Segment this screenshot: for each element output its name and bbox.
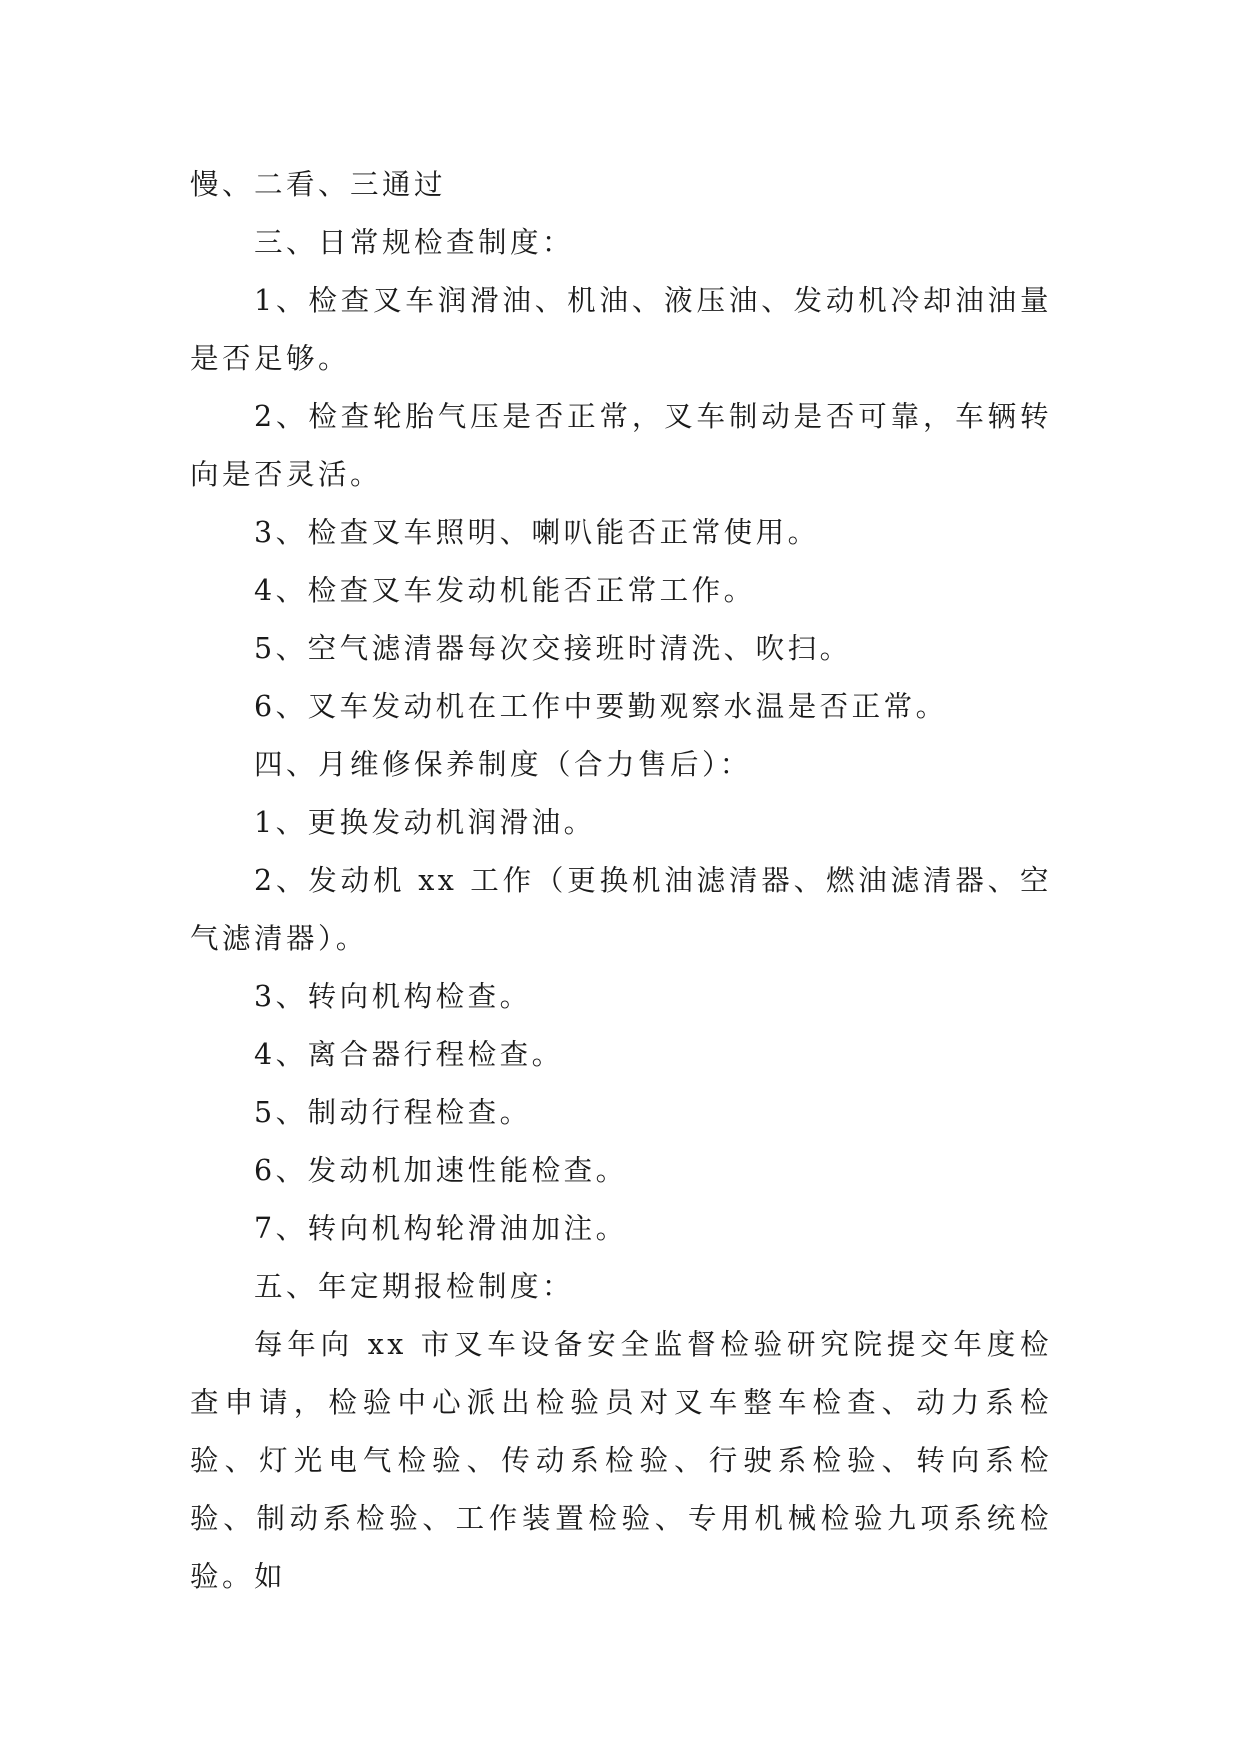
section-heading: 三、日常规检查制度： <box>254 226 575 259</box>
list-item: 5、制动行程检查。 <box>254 1096 532 1129</box>
list-item: 3、转向机构检查。 <box>254 980 532 1013</box>
document-body <box>190 156 1052 1606</box>
section-heading: 五、年定期报检制度： <box>254 1270 575 1303</box>
list-item: 1、检查叉车润滑油、机油、液压油、发动机冷却油油量是否足够。 <box>190 284 1052 375</box>
list-item: 1、更换发动机润滑油。 <box>254 806 596 839</box>
list-item: 3、检查叉车照明、喇叭能否正常使用。 <box>254 516 820 549</box>
list-item: 2、检查轮胎气压是否正常，叉车制动是否可靠，车辆转向是否灵活。 <box>190 400 1052 491</box>
section-heading: 四、月维修保养制度（合力售后）： <box>254 748 752 781</box>
list-item: 4、离合器行程检查。 <box>254 1038 564 1071</box>
list-item: 2、发动机 xx 工作（更换机油滤清器、燃油滤清器、空气滤清器）。 <box>190 864 1052 955</box>
paragraph: 慢、二看、三通过 <box>190 168 447 201</box>
list-item: 7、转向机构轮滑油加注。 <box>254 1212 628 1245</box>
list-item: 6、叉车发动机在工作中要勤观察水温是否正常。 <box>254 690 948 723</box>
list-item: 4、检查叉车发动机能否正常工作。 <box>254 574 756 607</box>
list-item: 6、发动机加速性能检查。 <box>254 1154 628 1187</box>
paragraph: 每年向 xx 市叉车设备安全监督检验研究院提交年度检查申请，检验中心派出检验员对叉车整车检查、动力系检验、灯光电气检验、传动系检验、行驶系检验、转向系检验、制动系检验、工作装置检验、专用机械检验九项系统检验。如 <box>190 1328 1052 1593</box>
list-item: 5、空气滤清器每次交接班时清洗、吹扫。 <box>254 632 852 665</box>
